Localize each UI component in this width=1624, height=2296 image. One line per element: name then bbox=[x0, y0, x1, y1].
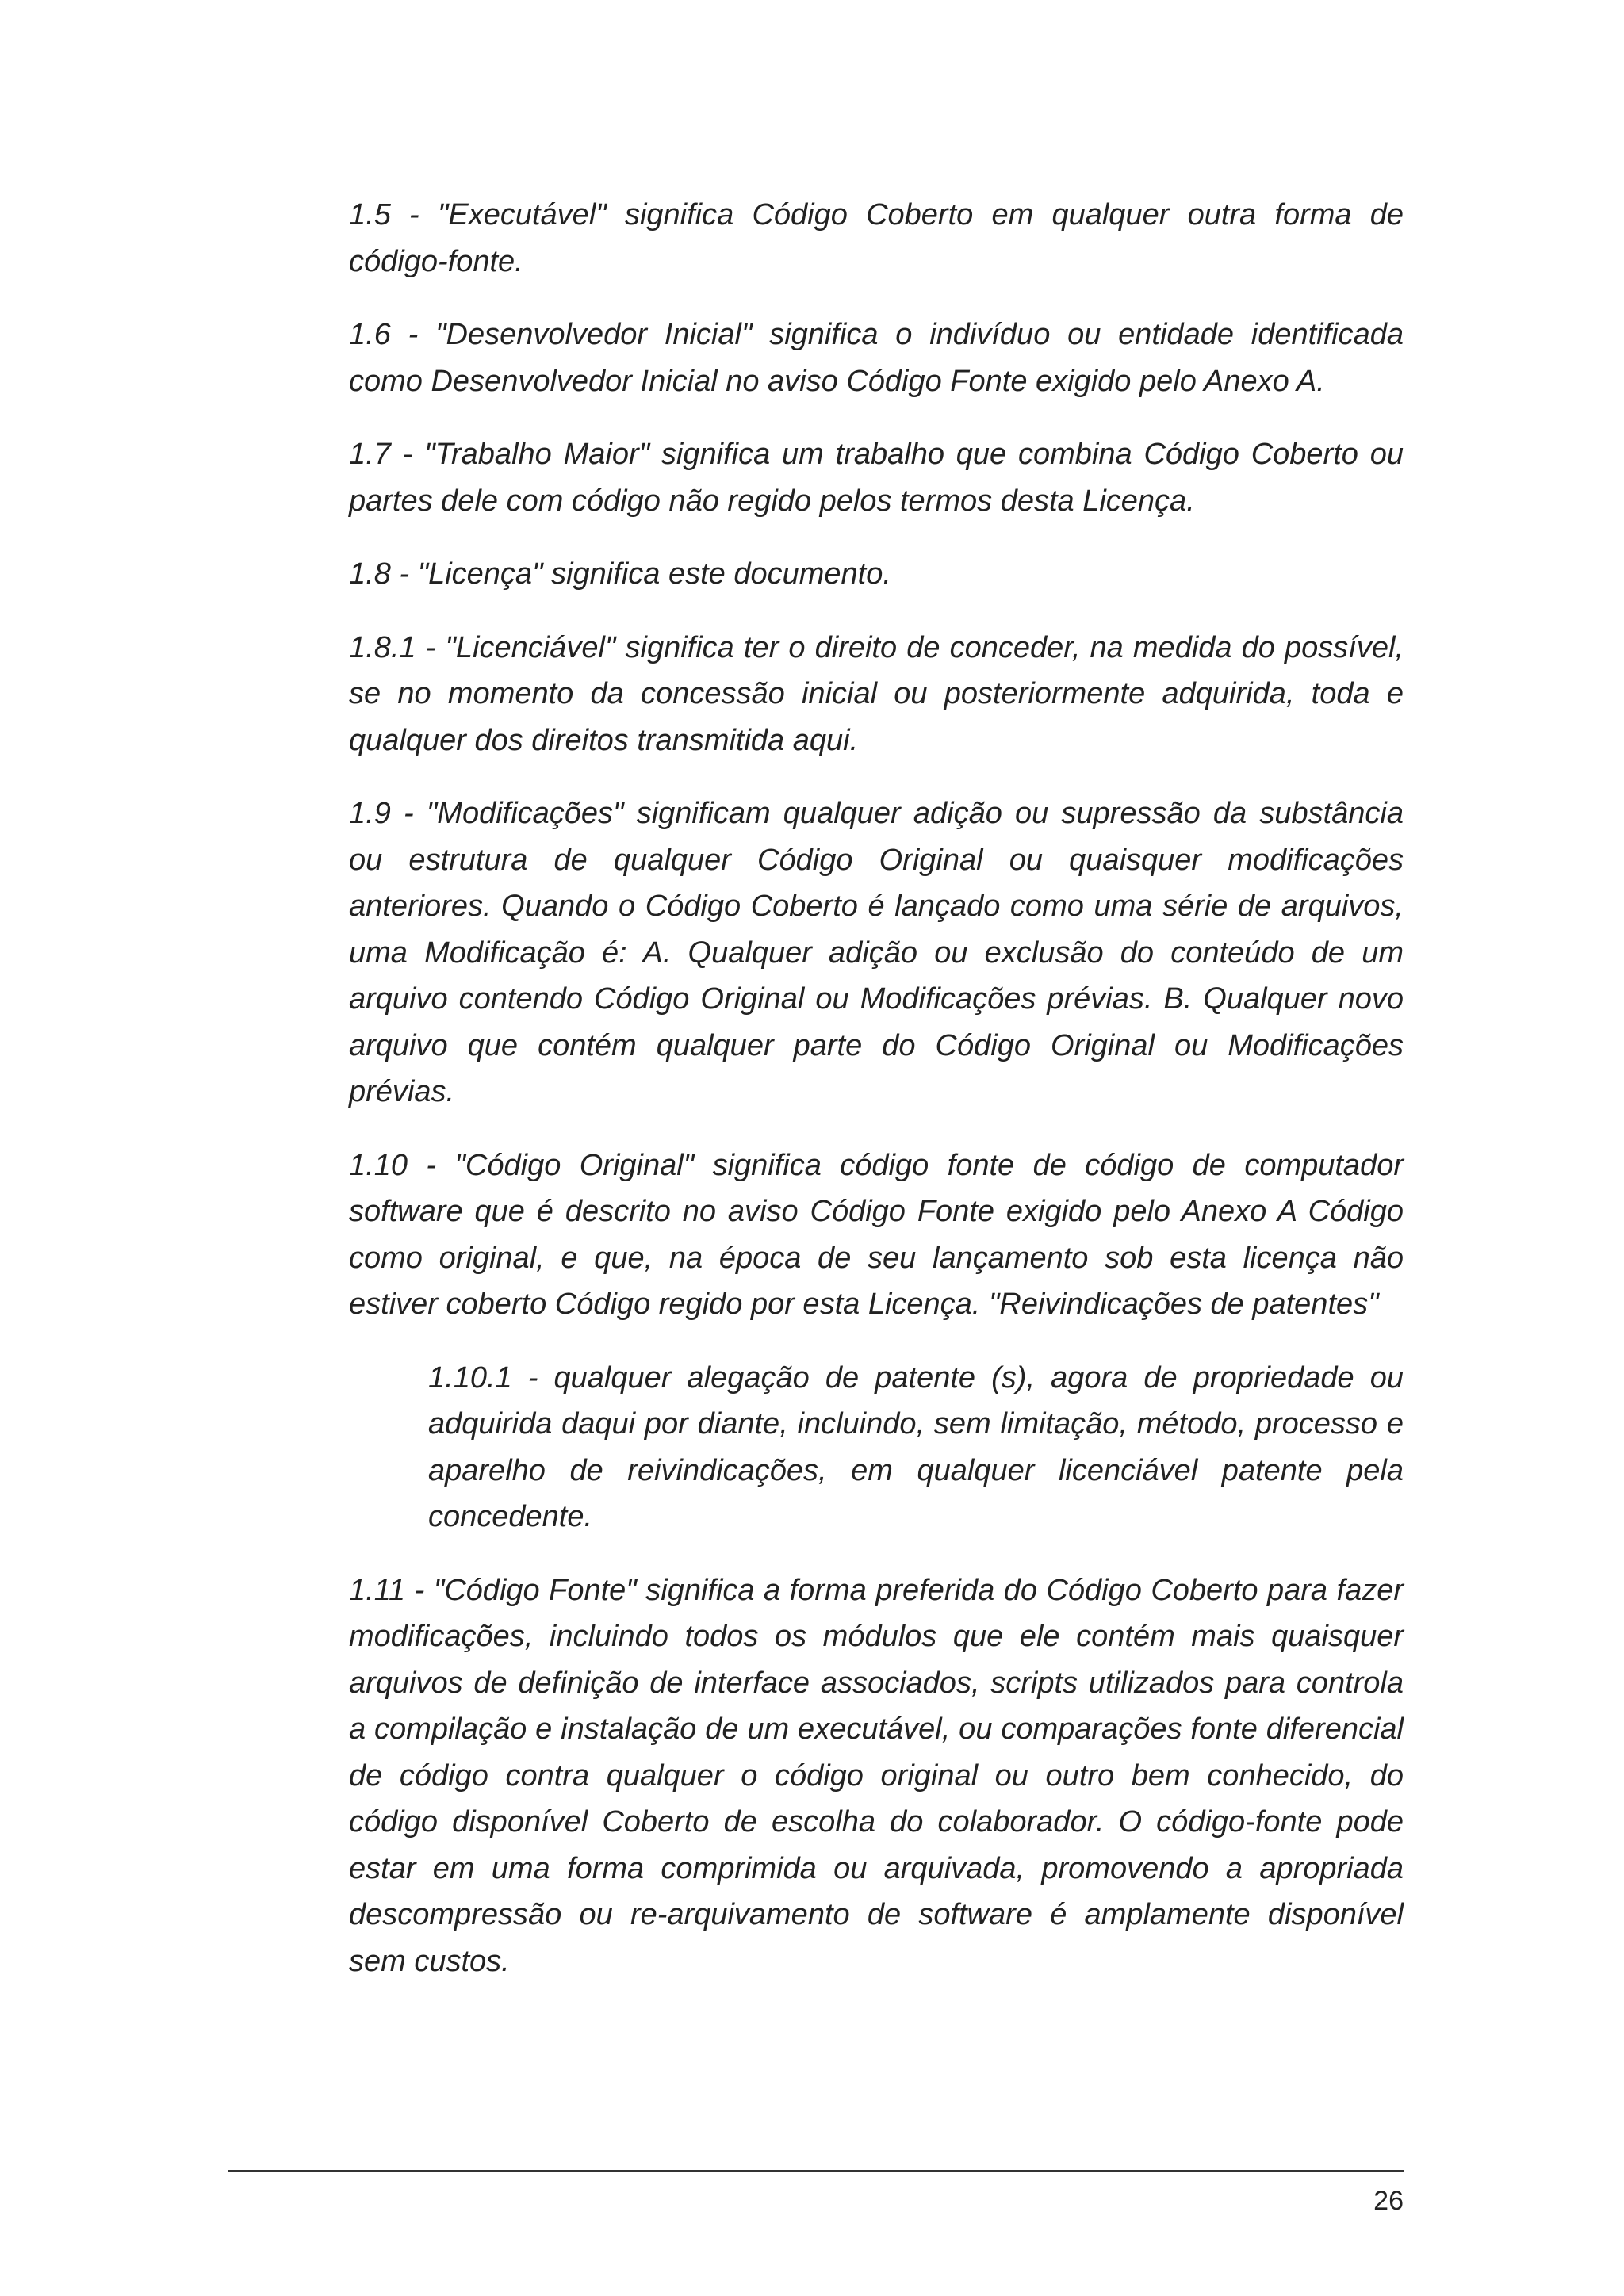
document-body bbox=[349, 192, 1404, 2011]
paragraph-1-10: 1.10 - "Código Original" significa código fonte de código de computador software que é descrito no aviso Código Fonte exigido pelo Anexo A Código como original, e que, na época de seu lançamento sob esta licença não estiver coberto Código regido por esta Licença. "Reivindicações de patentes" bbox=[349, 1148, 1404, 1321]
paragraph-1-5: 1.5 - "Executável" significa Código Coberto em qualquer outra forma de código-fonte. bbox=[349, 198, 1404, 278]
footer-divider bbox=[228, 2170, 1404, 2172]
paragraph-1-8-1: 1.8.1 - "Licenciável" significa ter o direito de conceder, na medida do possível, se no momento da concessão inicial ou posteriormente adquirida, toda e qualquer dos direitos transmitida aqui. bbox=[349, 630, 1404, 757]
paragraph-1-11: 1.11 - "Código Fonte" significa a forma preferida do Código Coberto para fazer modificações, incluindo todos os módulos que ele contém mais quaisquer arquivos de definição de interface associados, scripts utilizados para controla a compilação e instalação de um executável, ou comparações fonte diferencial de código contra qualquer o código original ou outro bem conhecido, do código disponível Coberto de escolha do colaborador. O código-fonte pode estar em uma forma comprimida ou arquivada, promovendo a apropriada descompressão ou re-arquivamento de software é amplamente disponível sem custos. bbox=[349, 1573, 1404, 1978]
paragraph-1-9: 1.9 - "Modificações" significam qualquer adição ou supressão da substância ou estrutura de qualquer Código Original ou quaisquer modificações anteriores. Quando o Código Coberto é lançado como uma série de arquivos, uma Modificação é: A. Qualquer adição ou exclusão do conteúdo de um arquivo contendo Código Original ou Modificações prévias. B. Qualquer novo arquivo que contém qualquer parte do Código Original ou Modificações prévias. bbox=[349, 797, 1404, 1108]
paragraph-1-7: 1.7 - "Trabalho Maior" significa um trabalho que combina Código Coberto ou partes dele com código não regido pelos termos desta Licença. bbox=[349, 438, 1404, 518]
paragraph-1-8: 1.8 - "Licença" significa este documento. bbox=[349, 557, 891, 591]
page-number: 26 bbox=[1373, 2186, 1404, 2216]
paragraph-1-10-1: 1.10.1 - qualquer alegação de patente (s), agora de propriedade ou adquirida daqui por diante, incluindo, sem limitação, método, processo e aparelho de reivindicações, em qualquer licenciável patente pela concedente. bbox=[428, 1360, 1404, 1533]
paragraph-1-6: 1.6 - "Desenvolvedor Inicial" significa o indivíduo ou entidade identificada como Desenvolvedor Inicial no aviso Código Fonte exigido pelo Anexo A. bbox=[349, 318, 1404, 398]
